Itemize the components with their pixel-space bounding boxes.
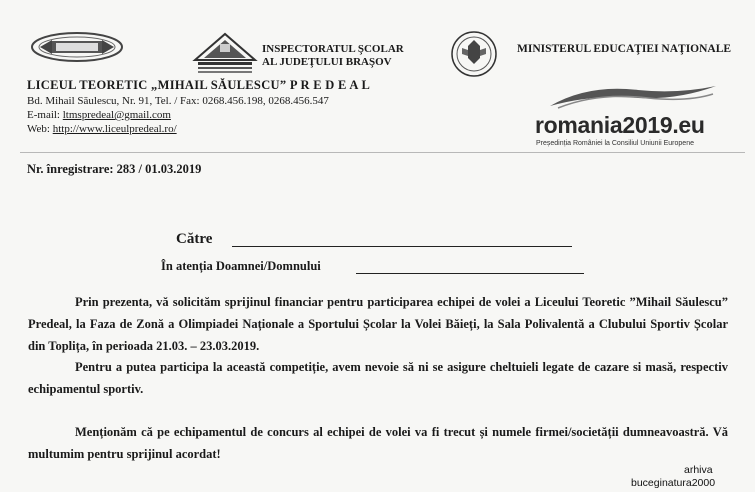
email-link[interactable]: ltmspredeal@gmail.com (62, 109, 171, 121)
school-name: LICEUL TEORETIC „MIHAIL SĂULESCU” P R E D E A L (27, 78, 371, 92)
to-blank-line (232, 246, 572, 247)
school-web (27, 123, 177, 135)
web-label: Web: (27, 123, 53, 135)
watermark-line1: arhiva (684, 464, 713, 476)
to-label: Către (176, 231, 213, 247)
romania2019-subtitle: Președinția României la Consiliul Uniunii Europene (536, 140, 694, 147)
paragraph-needs: Pentru a putea participa la această competiție, avem nevoie să ni se asigure cheltuieli legate de cazare si masă, respectiv echipamentul sportiv. (28, 360, 728, 396)
inspectorate-logo-icon (190, 26, 260, 78)
romania2019-text: romania2019.eu (535, 112, 705, 138)
attention-blank-line (356, 273, 584, 274)
romania2019-logo-icon (548, 82, 718, 112)
inspectorate-line2: AL JUDEŢULUI BRAŞOV (262, 56, 392, 68)
web-link[interactable]: http://www.liceulpredeal.ro/ (52, 123, 177, 135)
inspectorate-name (262, 43, 404, 69)
header-divider (20, 152, 745, 153)
registration-number: Nr. înregistrare: 283 / 01.03.2019 (27, 162, 202, 176)
email-label: E-mail: (27, 109, 63, 121)
school-email (27, 109, 171, 121)
school-address: Bd. Mihail Săulescu, Nr. 91, Tel. / Fax: 0268.456.198, 0268.456.547 (27, 95, 329, 107)
inspectorate-line1: INSPECTORATUL ŞCOLAR (262, 43, 404, 55)
ministry-seal-icon (450, 28, 498, 80)
paragraph-thanks: Menționăm că pe echipamentul de concurs al echipei de volei va fi trecut și numele firmei/societății dumneavoastră. Vă multumim pentru sprijinul acordat! (28, 425, 728, 461)
attention-label: În atenția Doamnei/Domnului (161, 259, 321, 273)
ministry-name: MINISTERUL EDUCAŢIEI NAŢIONALE (517, 43, 732, 55)
watermark-line2: buceginatura2000 (631, 477, 716, 489)
paragraph-request: Prin prezenta, vă solicităm sprijinul financiar pentru participarea echipei de volei a Liceului Teoretic ”Mihail Săulescu” Predeal, la Faza de Zonă a Olimpiadei Naționale a Sportului Școlar la Volei Băieți, la Sala Polivalentă a Clubului Sportiv Școlar din Toplița, în perioada 21.03. – 23.03.2019. (28, 295, 728, 353)
school-logo-icon (30, 30, 125, 64)
